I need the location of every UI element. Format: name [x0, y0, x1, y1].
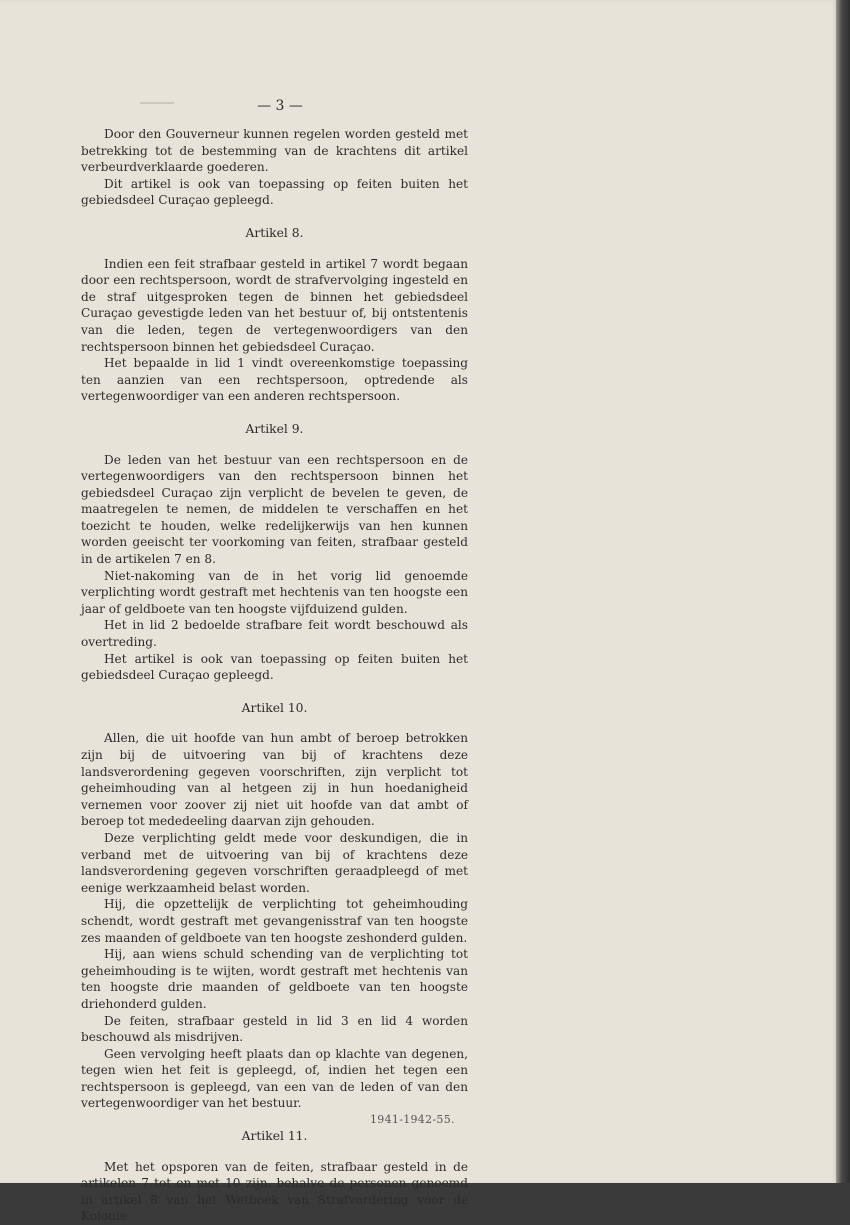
article-heading: Artikel 8.	[245, 225, 304, 240]
paragraph: Deze verplichting geldt mede voor deskundigen, die in verband met de uitvoering van bij of krachtens deze landsverordening gegeven vorschriften geraadpleegd of met eenige werkzaamheid belast worden.	[81, 830, 468, 895]
article-heading: Artikel 9.	[245, 421, 304, 436]
article-heading: Artikel 11.	[241, 1129, 308, 1144]
page-number: — 3 —	[257, 98, 303, 114]
paragraph: De feiten, strafbaar gesteld in lid 3 en lid 4 worden beschouwd als misdrijven.	[81, 1013, 468, 1045]
paragraph: Het bepaalde in lid 1 vindt overeenkomstige toepassing ten aanzien van een rechtspersoon, optredende als vertegenwoordiger van een anderen rechtspersoon.	[81, 356, 468, 404]
body-text	[81, 126, 468, 1225]
paragraph: Dit artikel is ook van toepassing op feiten buiten het gebiedsdeel Curaçao gepleegd.	[81, 176, 468, 208]
article-heading: Artikel 10.	[241, 700, 308, 715]
paragraph: Door den Gouverneur kunnen regelen worden gesteld met betrekking tot de bestemming van de krachtens dit artikel verbeurdverklaarde goederen.	[81, 127, 468, 175]
paragraph: De leden van het bestuur van een rechtspersoon en de vertegenwoordigers van den rechtspersoon binnen het gebiedsdeel Curaçao zijn verplicht de bevelen te geven, de maatregelen te nemen, de middelen te verschaffen en het toezicht te houden, welke redelijkerwijs van hen kunnen worden geeischt ter voorkoming van feiten, strafbaar gesteld in de artikelen 7 en 8.	[81, 452, 468, 567]
paragraph: Indien een feit strafbaar gesteld in artikel 7 wordt begaan door een rechtspersoon, wordt de strafvervolging ingesteld en de straf uitgesproken tegen de binnen het gebiedsdeel Curaçao gevestigde leden van het bestuur of, bij ontstentenis van die leden, tegen de vertegenwoordigers van den rechtspersoon binnen het gebiedsdeel Curaçao.	[81, 256, 468, 354]
paragraph: Het in lid 2 bedoelde strafbare feit wordt beschouwd als overtreding.	[81, 618, 468, 650]
scan-edge	[836, 0, 850, 1183]
footer-code: 1941-1942-55.	[370, 1113, 455, 1126]
paragraph: Allen, die uit hoofde van hun ambt of beroep betrokken zijn bij de uitvoering van bij of krachtens deze landsverordening gegeven voorschriften, zijn verplicht tot geheimhouding van al hetgeen zij in hun hoedanigheid vernemen voor zoover zij niet uit hoofde van dat ambt of beroep tot mededeeling daarvan zijn gehouden.	[81, 731, 468, 829]
paragraph: Met het opsporen van de feiten, strafbaar gesteld in de artikelen 7 tot en met 10 zijn, behalve de personen genoemd in artikel 8 van het Wetboek van Strafvordering voor de Kolonie	[81, 1159, 468, 1224]
paragraph: Geen vervolging heeft plaats dan op klachte van degenen, tegen wien het feit is gepleegd, of, indien het tegen een rechtspersoon is gepleegd, van een van de leden of van den vertegenwoordiger van het bestuur.	[81, 1046, 468, 1111]
paragraph: Niet-nakoming van de in het vorig lid genoemde verplichting wordt gestraft met hechtenis van ten hoogste een jaar of geldboete van ten hoogste vijfduizend gulden.	[81, 568, 468, 616]
paragraph: Het artikel is ook van toepassing op feiten buiten het gebiedsdeel Curaçao gepleegd.	[81, 651, 468, 683]
paragraph: Hij, aan wiens schuld schending van de verplichting tot geheimhouding is te wijten, wordt gestraft met hechtenis van ten hoogste drie maanden of geldboete van ten hoogste driehonderd gulden.	[81, 947, 468, 1011]
paragraph: Hij, die opzettelijk de verplichting tot geheimhouding schendt, wordt gestraft met gevangenisstraf van ten hoogste zes maanden of geldboete van ten hoogste zeshonderd gulden.	[81, 897, 468, 945]
